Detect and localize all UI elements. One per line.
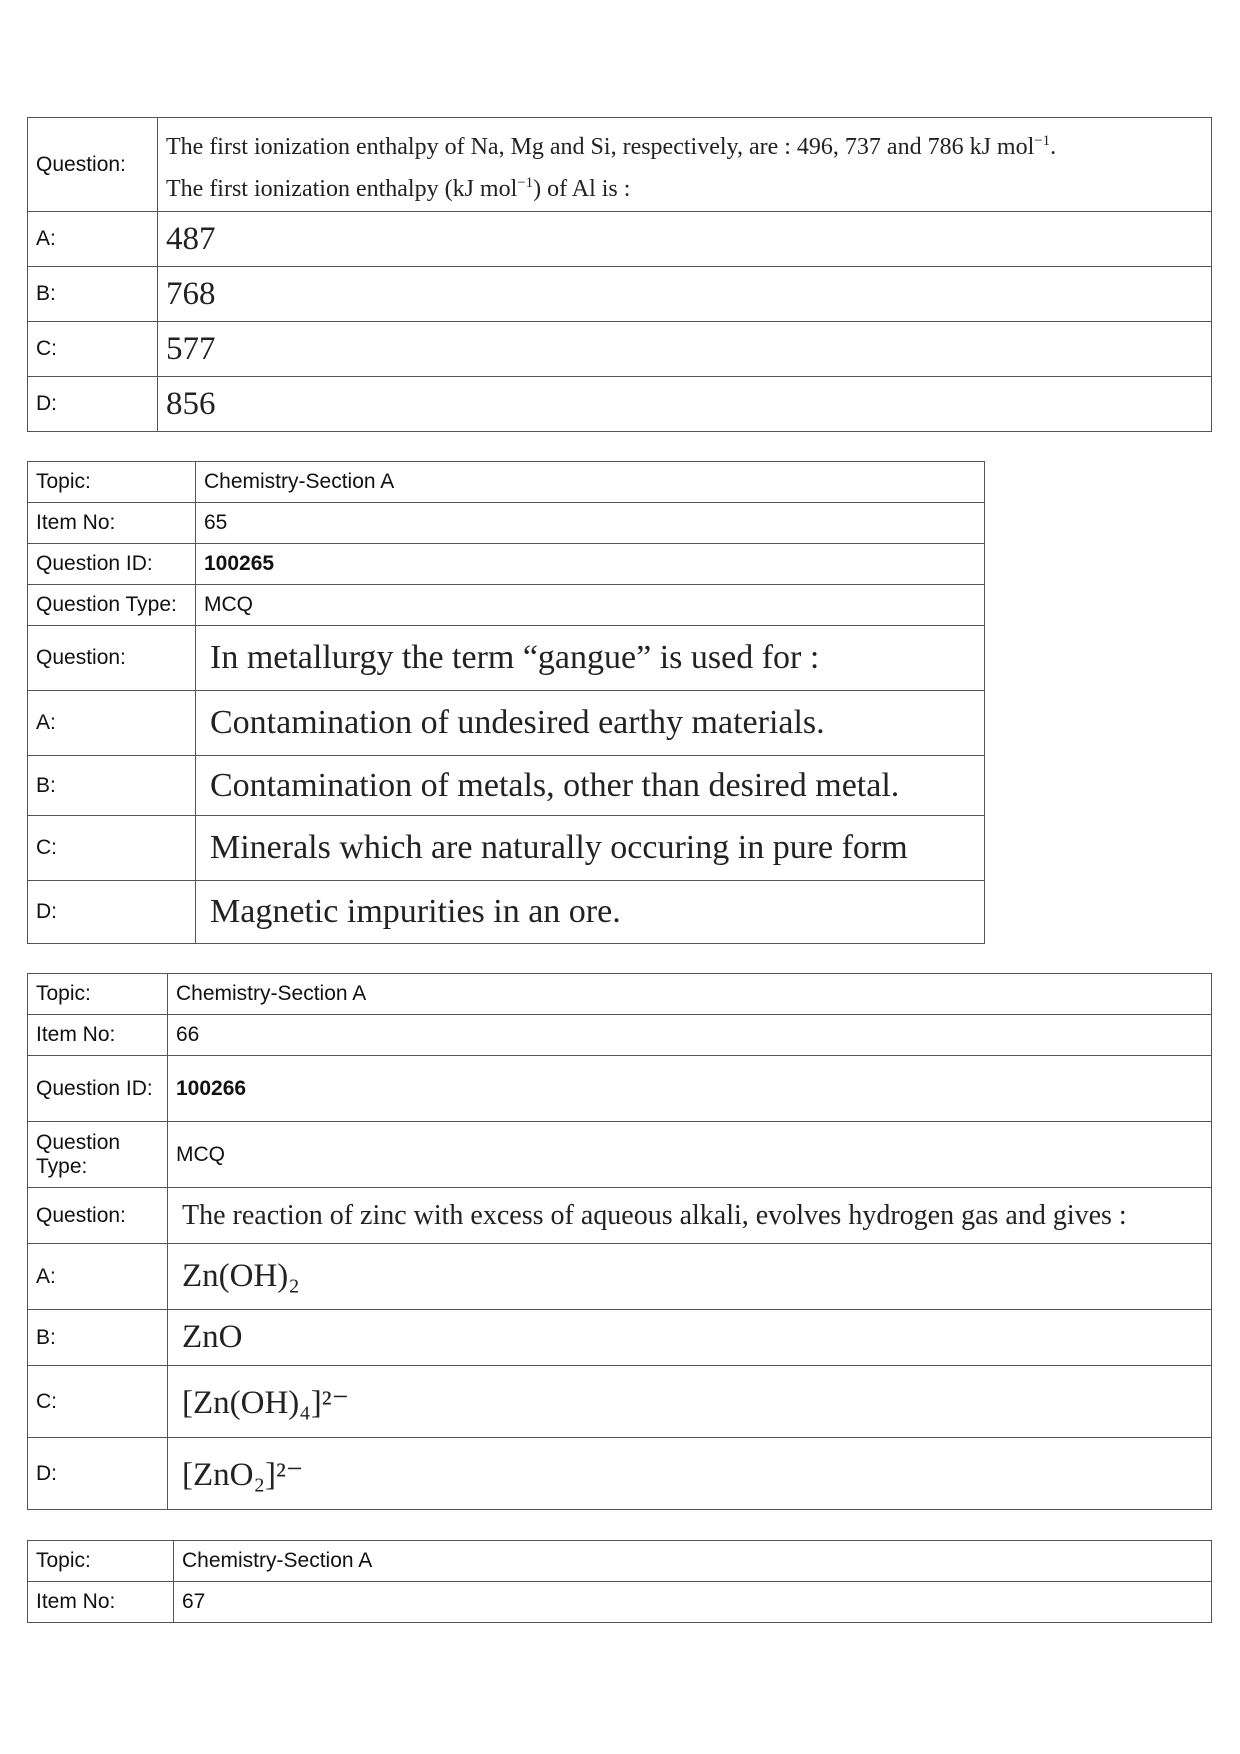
item-label: Item No: [28,1582,174,1623]
question-type-row [28,585,985,626]
option-text-c: [Zn(OH)₄]²⁻ [168,1366,1212,1438]
option-label-b: B: [28,756,196,816]
item-value: 66 [168,1015,1212,1056]
question-block-2 [27,461,985,944]
question-text: The reaction of zinc with excess of aqueous alkali, evolves hydrogen gas and gives : [168,1188,1212,1244]
option-label-b: B: [28,267,158,322]
option-row-d [28,1438,1212,1510]
option-row-c [28,816,985,881]
option-text-d: [ZnO₂]²⁻ [168,1438,1212,1510]
item-label: Item No: [28,1015,168,1056]
option-row-b [28,1310,1212,1366]
question-type-label: Question Type: [28,1122,168,1188]
option-text-c: Minerals which are naturally occuring in pure form [196,816,985,881]
option-label-c: C: [28,1366,168,1438]
option-text-c: 577 [158,322,1212,377]
option-text-a: Zn(OH)₂ [168,1244,1212,1310]
question-type-label: Question Type: [28,585,196,626]
option-label-c: C: [28,322,158,377]
question-id-label: Question ID: [28,544,196,585]
question-row [28,626,985,691]
question-row [28,1188,1212,1244]
option-row-c [28,322,1212,377]
option-row-d [28,377,1212,432]
option-row-a [28,691,985,756]
option-text-a: 487 [158,212,1212,267]
topic-row [28,462,985,503]
question-id-label: Question ID: [28,1056,168,1122]
option-row-d [28,881,985,944]
topic-label: Topic: [28,974,168,1015]
option-row-a [28,212,1212,267]
question-id-row [28,544,985,585]
topic-value: Chemistry-Section A [168,974,1212,1015]
topic-label: Topic: [28,462,196,503]
option-text-d: 856 [158,377,1212,432]
option-label-c: C: [28,816,196,881]
option-text-d: Magnetic impurities in an ore. [196,881,985,944]
question-type-value: MCQ [196,585,985,626]
option-label-d: D: [28,1438,168,1510]
question-block-4 [27,1540,1212,1623]
option-row-b [28,267,1212,322]
option-text-b: 768 [158,267,1212,322]
option-label-d: D: [28,377,158,432]
question-id-value: 100265 [196,544,985,585]
question-label: Question: [28,1188,168,1244]
option-row-c [28,1366,1212,1438]
topic-value: Chemistry-Section A [174,1541,1212,1582]
question-block-1 [27,117,1212,432]
option-row-b [28,756,985,816]
question-id-row [28,1056,1212,1122]
option-label-a: A: [28,1244,168,1310]
item-value: 65 [196,503,985,544]
question-label: Question: [28,626,196,691]
option-label-b: B: [28,1310,168,1366]
item-value: 67 [174,1582,1212,1623]
question-row [28,118,1212,212]
item-row [28,503,985,544]
topic-label: Topic: [28,1541,174,1582]
question-text: In metallurgy the term “gangue” is used for : [196,626,985,691]
option-label-a: A: [28,691,196,756]
topic-row [28,974,1212,1015]
topic-value: Chemistry-Section A [196,462,985,503]
question-type-value: MCQ [168,1122,1212,1188]
option-text-b: Contamination of metals, other than desired metal. [196,756,985,816]
question-text: The first ionization enthalpy of Na, Mg and Si, respectively, are : 496, 737 and 786 kJ mol$^{-1}$. The first ionization enthalpy (kJ mol$^{-1}$) of Al is : [158,118,1212,212]
question-type-row [28,1122,1212,1188]
item-row [28,1582,1212,1623]
topic-row [28,1541,1212,1582]
option-label-a: A: [28,212,158,267]
option-text-a: Contamination of undesired earthy materials. [196,691,985,756]
option-row-a [28,1244,1212,1310]
question-block-3 [27,973,1212,1510]
option-label-d: D: [28,881,196,944]
item-row [28,1015,1212,1056]
question-label: Question: [28,118,158,212]
option-text-b: ZnO [168,1310,1212,1366]
question-id-value: 100266 [168,1056,1212,1122]
item-label: Item No: [28,503,196,544]
